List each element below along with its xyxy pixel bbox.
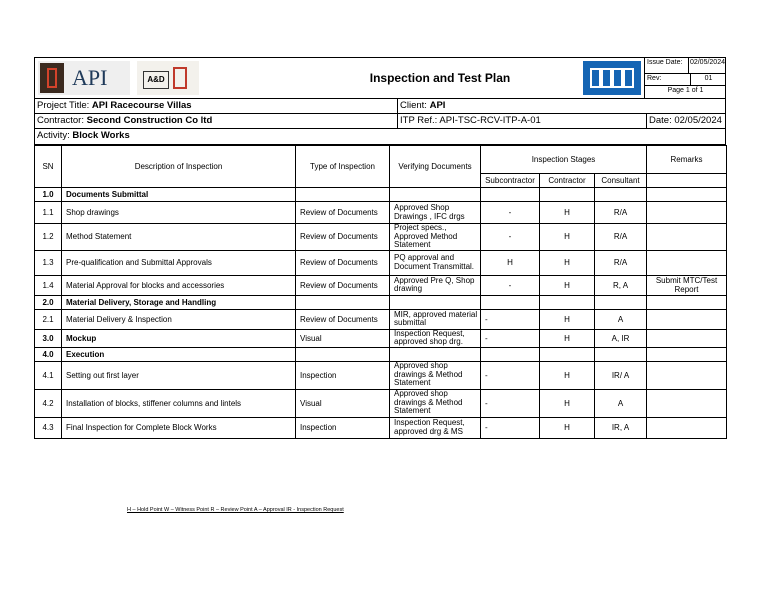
row-description: Installation of blocks, stiffener columns and lintels	[62, 389, 296, 417]
activity-name: Block Works	[72, 130, 130, 141]
row-contractor: H	[540, 329, 595, 347]
empty-cell	[390, 295, 481, 309]
ad-logo-text: A&D	[143, 71, 169, 89]
row-description: Material Delivery & Inspection	[62, 309, 296, 329]
header-remarks: Remarks	[647, 146, 727, 174]
row-remarks	[647, 417, 727, 438]
header-verifying-documents: Verifying Documents	[390, 146, 481, 188]
row-subcontractor: -	[481, 417, 540, 438]
row-documents: Approved Shop Drawings , IFC drgs	[390, 202, 481, 224]
empty-cell	[647, 188, 727, 202]
row-consultant: A	[595, 389, 647, 417]
row-subcontractor: -	[481, 224, 540, 251]
table-row	[35, 224, 727, 251]
row-documents: Approved Pre Q, Shop drawing	[390, 275, 481, 295]
document-header	[34, 57, 726, 99]
empty-cell	[296, 347, 390, 361]
table-row	[35, 275, 727, 295]
rev-value: 01	[704, 75, 713, 82]
document-meta	[644, 58, 726, 98]
row-documents: Inspection Request, approved shop drg.	[390, 329, 481, 347]
row-description: Method Statement	[62, 224, 296, 251]
row-documents: MIR, approved material submittal	[390, 309, 481, 329]
row-description: Mockup	[62, 329, 296, 347]
api-logo-text: API	[72, 65, 108, 90]
empty-cell	[481, 347, 540, 361]
row-subcontractor: -	[481, 389, 540, 417]
row-description: Setting out first layer	[62, 361, 296, 389]
api-logo-mark-icon	[40, 63, 64, 93]
api-logo	[38, 61, 130, 95]
header-subcontractor: Subcontractor	[481, 174, 540, 188]
row-consultant: IR/ A	[595, 361, 647, 389]
row-type: Review of Documents	[296, 202, 390, 224]
document-date: Date: 02/05/2024	[649, 115, 722, 126]
section-title: Execution	[62, 347, 296, 361]
inspection-table	[34, 145, 727, 439]
empty-cell	[390, 347, 481, 361]
page-number: Page 1 of 1	[667, 87, 704, 94]
row-type: Visual	[296, 329, 390, 347]
empty-cell	[540, 347, 595, 361]
row-sn: 4.2	[35, 389, 62, 417]
ad-logo-mark-icon	[173, 67, 187, 89]
header-type: Type of Inspection	[296, 146, 390, 188]
document-title: Inspection and Test Plan	[369, 71, 511, 85]
project-label: Project Title:	[37, 100, 90, 111]
row-description: Material Approval for blocks and accessories	[62, 275, 296, 295]
empty-cell	[647, 295, 727, 309]
project-info	[34, 99, 726, 145]
row-type: Inspection	[296, 417, 390, 438]
row-consultant: R/A	[595, 202, 647, 224]
header-contractor: Contractor	[540, 174, 595, 188]
row-contractor: H	[540, 309, 595, 329]
row-type: Review of Documents	[296, 275, 390, 295]
row-subcontractor: -	[481, 275, 540, 295]
row-sn: 2.1	[35, 309, 62, 329]
row-remarks	[647, 361, 727, 389]
row-sn: 1.3	[35, 250, 62, 275]
row-consultant: A, IR	[595, 329, 647, 347]
empty-cell	[481, 188, 540, 202]
legend: H – Hold Point W – Witness Point R – Review Point A – Approval IR - Inspection Request	[127, 507, 344, 513]
section-row	[35, 295, 727, 309]
row-documents: Approved shop drawings & Method Statement	[390, 361, 481, 389]
row-description: Final Inspection for Complete Block Works	[62, 417, 296, 438]
row-remarks	[647, 224, 727, 251]
row-contractor: H	[540, 361, 595, 389]
client-name: API	[429, 100, 446, 111]
logo-area	[35, 58, 275, 98]
section-row	[35, 347, 727, 361]
row-remarks	[647, 309, 727, 329]
empty-cell	[540, 188, 595, 202]
header-inspection-stages: Inspection Stages	[481, 146, 647, 174]
row-type: Review of Documents	[296, 250, 390, 275]
table-body	[35, 188, 727, 439]
row-type: Inspection	[296, 361, 390, 389]
empty-cell	[595, 295, 647, 309]
row-remarks	[647, 389, 727, 417]
row-sn: 2.0	[35, 295, 62, 309]
header-consultant: Consultant	[595, 174, 647, 188]
empty-cell	[647, 347, 727, 361]
header-remarks-blank	[647, 174, 727, 188]
row-subcontractor: -	[481, 329, 540, 347]
table-row	[35, 389, 727, 417]
row-remarks	[647, 329, 727, 347]
table-row	[35, 329, 727, 347]
row-documents: Project specs., Approved Method Statement	[390, 224, 481, 251]
row-type: Visual	[296, 389, 390, 417]
row-consultant: IR, A	[595, 417, 647, 438]
contractor-name: Second Construction Co ltd	[86, 115, 213, 126]
row-type: Review of Documents	[296, 224, 390, 251]
row-contractor: H	[540, 202, 595, 224]
issue-date-value: 02/05/2024	[689, 59, 725, 66]
row-sn: 4.0	[35, 347, 62, 361]
table-row	[35, 202, 727, 224]
row-sn: 3.0	[35, 329, 62, 347]
row-sn: 4.1	[35, 361, 62, 389]
section-title: Documents Submittal	[62, 188, 296, 202]
row-consultant: R/A	[595, 224, 647, 251]
row-contractor: H	[540, 417, 595, 438]
row-sn: 4.3	[35, 417, 62, 438]
row-consultant: A	[595, 309, 647, 329]
cscec-logo-icon	[583, 61, 641, 95]
section-title: Material Delivery, Storage and Handling	[62, 295, 296, 309]
itp-sheet	[34, 57, 726, 439]
row-contractor: H	[540, 250, 595, 275]
row-contractor: H	[540, 275, 595, 295]
row-sn: 1.1	[35, 202, 62, 224]
table-row	[35, 361, 727, 389]
project-title: API Racecourse Villas	[91, 100, 192, 111]
empty-cell	[595, 188, 647, 202]
empty-cell	[595, 347, 647, 361]
empty-cell	[390, 188, 481, 202]
row-remarks: Submit MTC/Test Report	[647, 275, 727, 295]
row-remarks	[647, 250, 727, 275]
table-row	[35, 250, 727, 275]
row-subcontractor: -	[481, 202, 540, 224]
section-row	[35, 188, 727, 202]
row-sn: 1.2	[35, 224, 62, 251]
activity-label: Activity:	[37, 130, 70, 141]
row-consultant: R/A	[595, 250, 647, 275]
itp-reference: ITP Ref.: API-TSC-RCV-ITP-A-01	[398, 114, 647, 128]
header-sn: SN	[35, 146, 62, 188]
row-sn: 1.0	[35, 188, 62, 202]
row-contractor: H	[540, 389, 595, 417]
row-sn: 1.4	[35, 275, 62, 295]
header-description: Description of Inspection	[62, 146, 296, 188]
empty-cell	[481, 295, 540, 309]
issue-date-label: Issue Date:	[645, 58, 689, 73]
row-type: Review of Documents	[296, 309, 390, 329]
row-description: Pre-qualification and Submittal Approvals	[62, 250, 296, 275]
row-subcontractor: -	[481, 361, 540, 389]
empty-cell	[296, 188, 390, 202]
row-subcontractor: H	[481, 250, 540, 275]
row-description: Shop drawings	[62, 202, 296, 224]
row-remarks	[647, 202, 727, 224]
client-label: Client:	[400, 100, 427, 111]
table-row	[35, 417, 727, 438]
row-documents: PQ approval and Document Transmittal.	[390, 250, 481, 275]
empty-cell	[540, 295, 595, 309]
rev-label: Rev:	[645, 74, 691, 85]
row-consultant: R, A	[595, 275, 647, 295]
contractor-label: Contractor:	[37, 115, 84, 126]
empty-cell	[296, 295, 390, 309]
ad-logo	[137, 61, 199, 95]
row-contractor: H	[540, 224, 595, 251]
row-documents: Inspection Request, approved drg & MS	[390, 417, 481, 438]
row-documents: Approved shop drawings & Method Statement	[390, 389, 481, 417]
row-subcontractor: -	[481, 309, 540, 329]
table-row	[35, 309, 727, 329]
